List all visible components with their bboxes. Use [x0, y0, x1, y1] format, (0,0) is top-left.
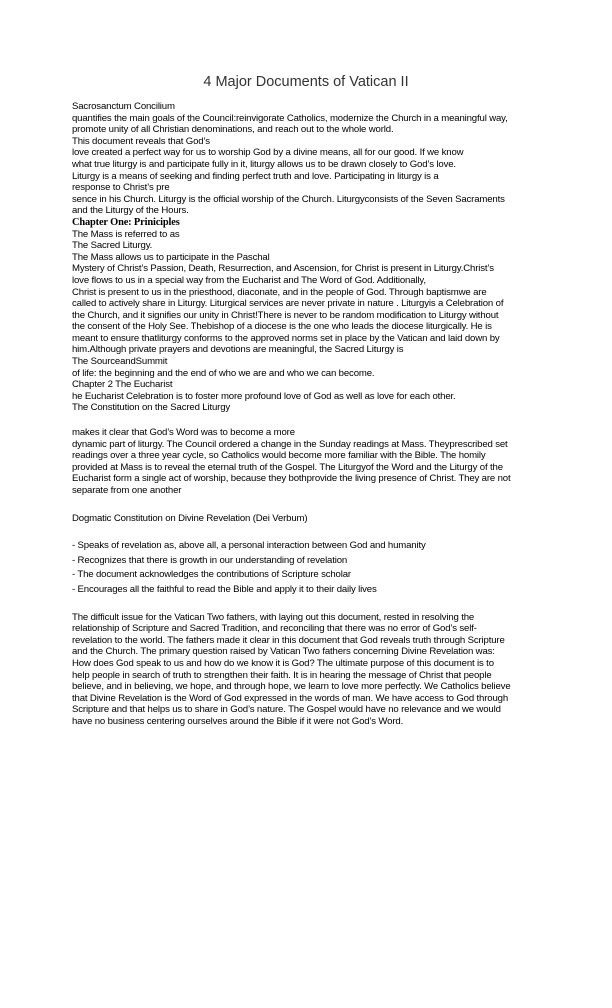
- text-line: The Mass allows us to participate in the Paschal: [72, 251, 270, 263]
- spacer: [72, 596, 542, 612]
- text-line: relationship of Scripture and Sacred Tradition, and reconciling that there was no error of God’s self-: [72, 623, 477, 635]
- text-line: meant to ensure thatliturgy conforms to the approved norms set in place by the Vatican and laid down by: [72, 332, 500, 344]
- chapter-heading: Chapter One: Priniciples: [72, 216, 180, 228]
- text-line: quantifies the main goals of the Council:reinvigorate Catholics, modernize the Church in a meaningful way,: [72, 112, 508, 124]
- text-line: of life: the beginning and the end of who we are and who we can become.: [72, 367, 375, 379]
- text-line: readings over a three year cycle, so Catholics would become more familiar with the Bible. The homily: [72, 450, 486, 462]
- bullet-item: - Recognizes that there is growth in our understanding of revelation: [72, 554, 348, 566]
- text-line: love flows to us in a special way from the Eucharist and The Word of God. Additionally,: [72, 274, 426, 286]
- text-line: called to actively share in Liturgy. Liturgical services are never private in nature . Liturgyis a Celebration of: [72, 298, 504, 310]
- text-line: the consent of the Holy See. Thebishop of a diocese is the one who leads the diocese liturgically. He is: [72, 321, 492, 333]
- spacer: [72, 524, 542, 540]
- text-line: provided at Mass is to reveal the eternal truth of the Gospel. The Liturgyof the Word and the Liturgy of the: [72, 461, 503, 473]
- text-line: Eucharist form a single act of worship, because they bothprovide the living presence of Christ. They are not: [72, 473, 511, 485]
- text-line: help people in search of truth to strengthen their faith. It is in hearing the message of Christ that people: [72, 669, 492, 681]
- text-line: The Mass is referred to as: [72, 228, 180, 240]
- text-line: revelation to the world. The fathers made it clear in this document that God reveals truth through Scripture: [72, 634, 505, 646]
- bullet-item: - Encourages all the faithful to read the Bible and apply it to their daily lives: [72, 583, 377, 595]
- text-line: How does God speak to us and how do we know it is God? The ultimate purpose of this document is to: [72, 657, 494, 669]
- text-line: The Constitution on the Sacred Liturgy: [72, 402, 231, 414]
- text-line: love created a perfect way for us to worship God by a divine means, all for our good. If we know: [72, 147, 464, 159]
- bullet-item: - The document acknowledges the contributions of Scripture scholar: [72, 569, 351, 581]
- bullet-item: - Speaks of revelation as, above all, a personal interaction between God and humanity: [72, 540, 426, 552]
- text-line: makes it clear that God’s Word was to become a more: [72, 427, 295, 439]
- text-line: believe, and in believing, we hope, and through hope, we learn to love more perfectly. We Catholics believe: [72, 681, 511, 693]
- text-line: that Divine Revelation is the Word of God expressed in the words of man. We have access to God through: [72, 692, 509, 704]
- text-line: The Sacred Liturgy.: [72, 240, 153, 252]
- text-line: sence in his Church. Liturgy is the official worship of the Church. Liturgyconsists of the Seven Sacraments: [72, 193, 505, 205]
- text-line: him.Although private prayers and devotions are meaningful, the Sacred Liturgy is: [72, 344, 404, 356]
- text-line: The difficult issue for the Vatican Two fathers, with laying out this document, rested in resolving the: [72, 611, 475, 623]
- text-line: separate from one another: [72, 485, 182, 496]
- text-line: Scripture and that helps us to share in God’s nature. The Gospel would have no relevance and we would: [72, 704, 501, 716]
- spacer: [72, 497, 542, 513]
- text-line: he Eucharist Celebration is to foster more profound love of God as well as love for each other.: [72, 390, 456, 402]
- text-line: Christ is present to us in the priesthood, diaconate, and in the people of God. Through baptismwe are: [72, 286, 487, 298]
- text-line: the Church, and it signifies our unity in Christ!There is never to be random modification to Liturgy without: [72, 309, 499, 321]
- spacer: [72, 414, 542, 427]
- text-line: what true liturgy is and participate fully in it, liturgy allows us to be drawn closely to God’s love.: [72, 158, 456, 170]
- text-line: and the Liturgy of the Hours.: [72, 205, 189, 217]
- document-body: [72, 101, 542, 728]
- text-line: Sacrosanctum Concilium: [72, 101, 175, 112]
- text-line: This document reveals that God’s: [72, 135, 210, 147]
- text-line: Mystery of Christ’s Passion, Death, Resurrection, and Ascension, for Christ is present in Liturgy.Christ’s: [72, 263, 494, 275]
- section-heading: Dogmatic Constitution on Divine Revelation (Dei Verbum): [72, 512, 308, 524]
- text-line: response to Christ’s pre: [72, 182, 170, 194]
- text-line: dynamic part of liturgy. The Council ordered a change in the Sunday readings at Mass. Theyprescribed set: [72, 438, 508, 450]
- page-title: 4 Major Documents of Vatican II: [203, 74, 409, 90]
- text-line: promote unity of all Christian denominations, and reach out to the whole world.: [72, 124, 394, 136]
- text-line: The SourceandSummit: [72, 356, 168, 368]
- chapter-heading: Chapter 2 The Eucharist: [72, 379, 173, 391]
- text-line: have no business centering ourselves around the Bible if it were not God’s Word.: [72, 715, 404, 727]
- text-line: Liturgy is a means of seeking and finding perfect truth and love. Participating in liturgy is a: [72, 170, 439, 182]
- text-line: and the Church. The primary question raised by Vatican Two fathers concerning Divine Revelation was:: [72, 646, 495, 658]
